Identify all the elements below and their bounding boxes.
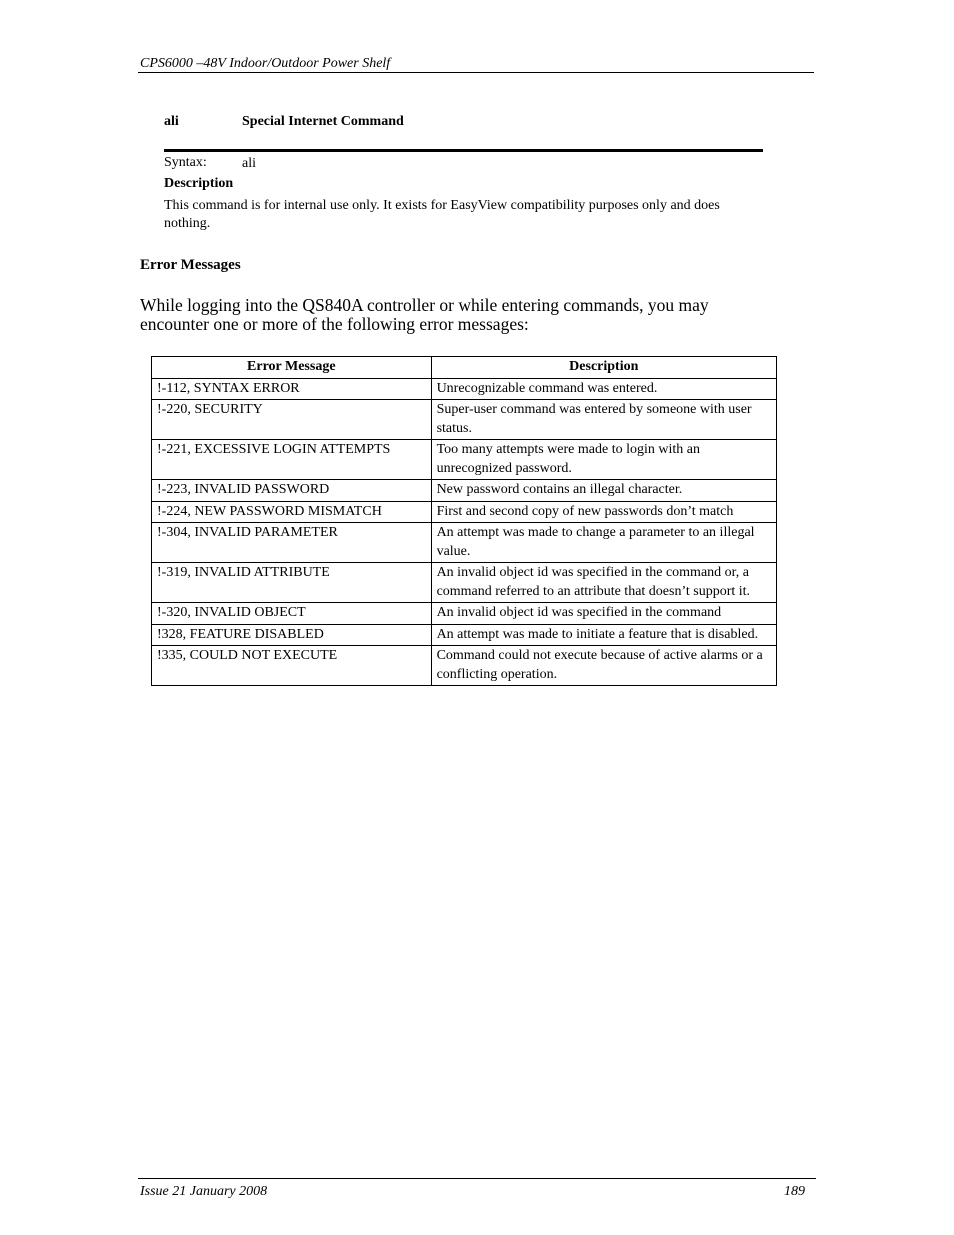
description-cell: First and second copy of new passwords don’t match xyxy=(431,501,776,523)
error-message-cell: !328, FEATURE DISABLED xyxy=(152,624,432,646)
table-row xyxy=(152,501,777,523)
error-messages-table xyxy=(151,356,777,686)
error-message-cell: !-304, INVALID PARAMETER xyxy=(152,523,432,563)
header-rule xyxy=(138,72,814,73)
command-rule xyxy=(164,149,763,152)
table-row xyxy=(152,563,777,603)
column-header-error-message: Error Message xyxy=(152,357,432,379)
table-row xyxy=(152,523,777,563)
error-message-cell: !-319, INVALID ATTRIBUTE xyxy=(152,563,432,603)
error-message-cell: !-223, INVALID PASSWORD xyxy=(152,480,432,502)
footer-issue: Issue 21 January 2008 xyxy=(140,1184,268,1199)
description-cell: Too many attempts were made to login with an unrecognized password. xyxy=(431,440,776,480)
footer-rule xyxy=(138,1178,816,1179)
table-row xyxy=(152,480,777,502)
description-cell: Super-user command was entered by someone with user status. xyxy=(431,400,776,440)
table-row xyxy=(152,603,777,625)
command-name: ali xyxy=(164,114,179,129)
description-cell: An attempt was made to change a parameter to an illegal value. xyxy=(431,523,776,563)
syntax-label: Syntax: xyxy=(164,155,207,170)
table-header-row xyxy=(152,357,777,379)
syntax-value: ali xyxy=(242,156,256,171)
table-row xyxy=(152,624,777,646)
description-cell: New password contains an illegal character. xyxy=(431,480,776,502)
error-message-cell: !335, COULD NOT EXECUTE xyxy=(152,646,432,686)
error-message-cell: !-320, INVALID OBJECT xyxy=(152,603,432,625)
error-message-cell: !-112, SYNTAX ERROR xyxy=(152,378,432,400)
description-cell: An attempt was made to initiate a feature that is disabled. xyxy=(431,624,776,646)
column-header-description: Description xyxy=(431,357,776,379)
table-row xyxy=(152,440,777,480)
table-row xyxy=(152,646,777,686)
running-header: CPS6000 –48V Indoor/Outdoor Power Shelf xyxy=(140,56,391,71)
error-message-cell: !-221, EXCESSIVE LOGIN ATTEMPTS xyxy=(152,440,432,480)
error-message-cell: !-220, SECURITY xyxy=(152,400,432,440)
page-number: 189 xyxy=(784,1184,805,1199)
description-cell: An invalid object id was specified in the command or, a command referred to an attribute that doesn’t support it. xyxy=(431,563,776,603)
error-message-cell: !-224, NEW PASSWORD MISMATCH xyxy=(152,501,432,523)
table-row xyxy=(152,378,777,400)
intro-paragraph: While logging into the QS840A controller or while entering commands, you may encounter one or more of the following error messages: xyxy=(140,295,709,334)
description-heading: Description xyxy=(164,176,234,191)
description-cell: An invalid object id was specified in the command xyxy=(431,603,776,625)
description-text: This command is for internal use only. It exists for EasyView compatibility purposes only and does nothing. xyxy=(164,198,720,231)
command-title: Special Internet Command xyxy=(242,114,404,129)
description-cell: Command could not execute because of active alarms or a conflicting operation. xyxy=(431,646,776,686)
table-row xyxy=(152,400,777,440)
section-heading: Error Messages xyxy=(140,257,241,273)
description-cell: Unrecognizable command was entered. xyxy=(431,378,776,400)
